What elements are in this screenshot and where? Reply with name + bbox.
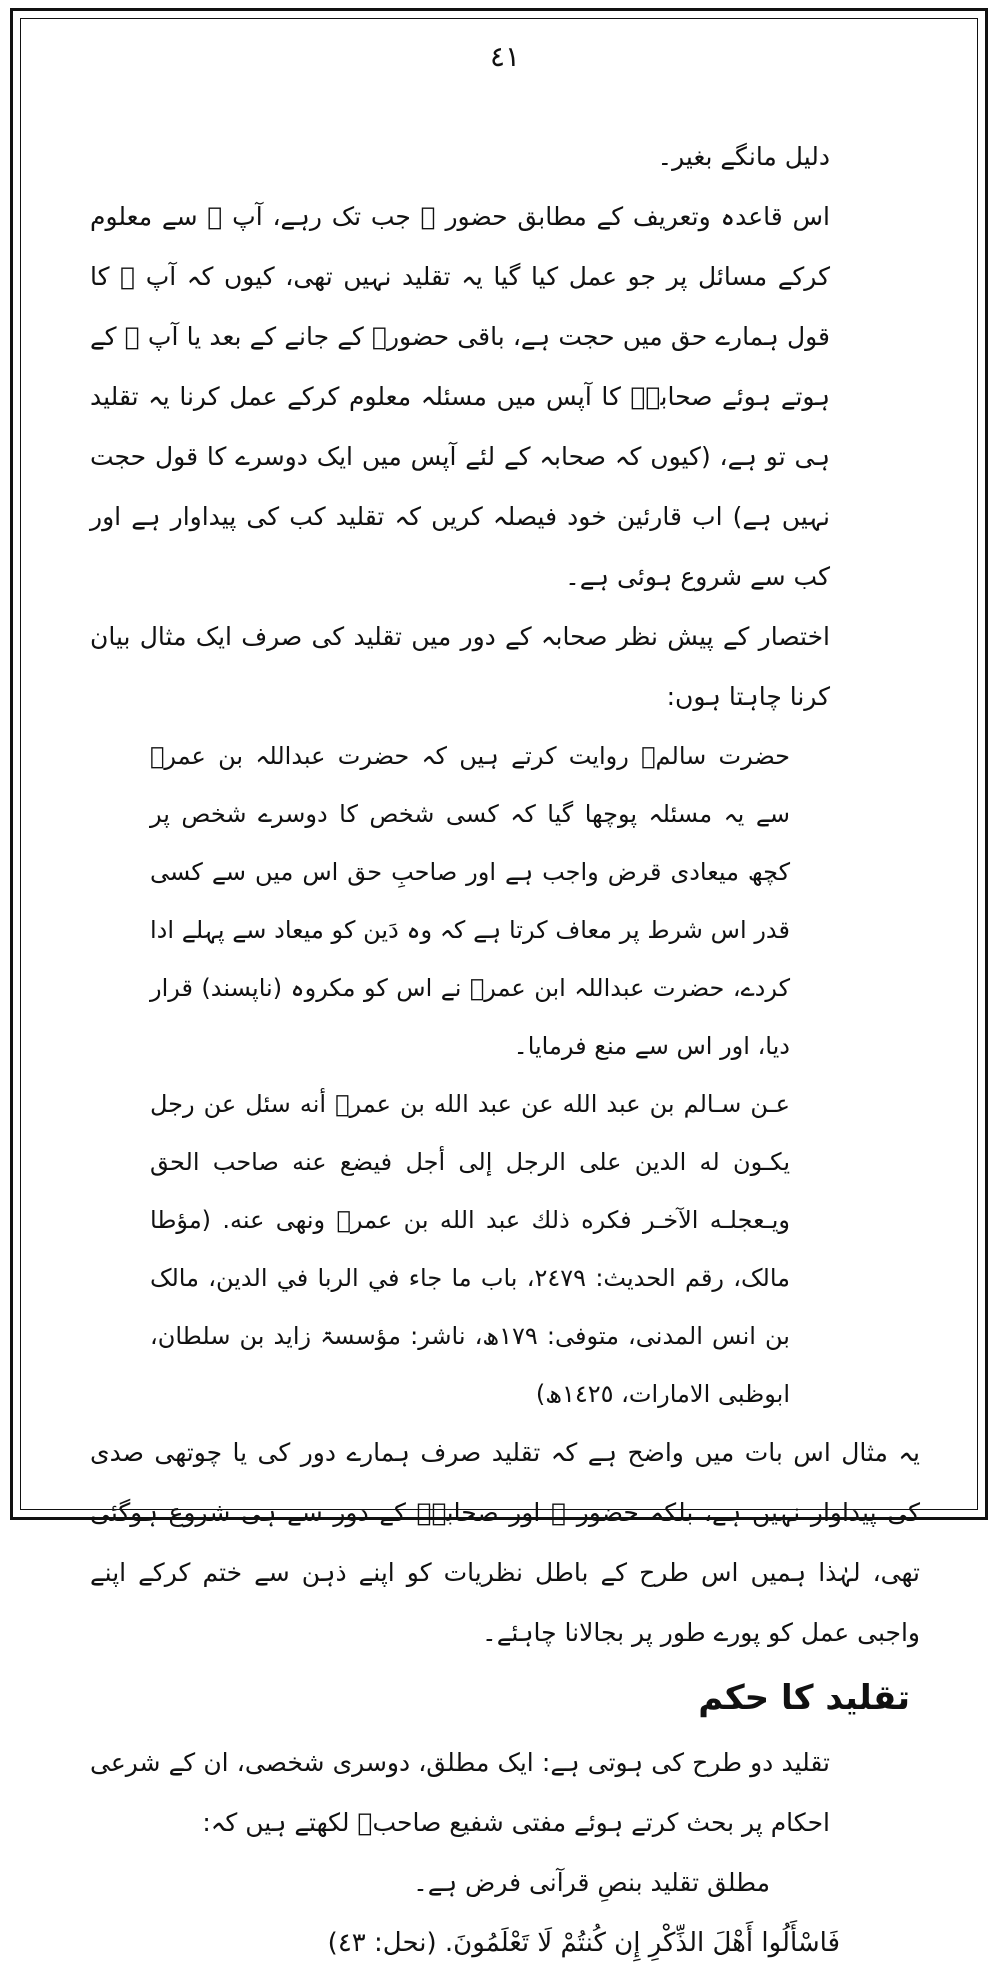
paragraph-example-intro: اختصار کے پیش نظر صحابہ کے دور میں تقلید کی صرف ایک مثال بیان کرنا چاہتا ہوں: (90, 622, 830, 711)
document-page (90, 40, 920, 1973)
quote-urdu-translation: حضرت سالمؒ روایت کرتے ہیں کہ حضرت عبداللہ بن عمرؓ سے یہ مسئلہ پوچھا گیا کہ کسی شخص کا دوسرے شخص پر کچھ میعادی قرض واجب ہے اور صاحبِ حق اس میں سے کسی قدر اس شرط پر معاف کرتا ہے کہ وہ دَین کو میعاد سے پہلے ادا کردے، حضرت عبداللہ ابن عمرؓ نے اس کو مکروہ (ناپسند) قرار دیا، اور اس سے منع فرمایا۔ (150, 742, 790, 1060)
paragraph-types-of-taqlid: تقلید دو طرح کی ہوتی ہے: ایک مطلق، دوسری شخصی، ان کے شرعی احکام پر بحث کرتے ہوئے مفتی شفیع صاحبؒ لکھتے ہیں کہ: (90, 1748, 830, 1837)
paragraph-taqlid-definition: اس قاعدہ وتعریف کے مطابق حضور ﷺ جب تک رہے، آپ ﷺ سے معلوم کرکے مسائل پر جو عمل کیا گیا یہ تقلید نہیں تھی، کیوں کہ آپ ﷺ کا قول ہمارے حق میں حجت ہے، باقی حضورؐ کے جانے کے بعد یا آپ ﷺ کے ہوتے ہوئے صحابہؓ کا آپس میں مسئلہ معلوم کرکے عمل کرنا یہ تقلید ہی تو ہے، (کیوں کہ صحابہ کے لئے آپس میں ایک دوسرے کا قول حجت نہیں ہے) اب قارئین خود فیصلہ کریں کہ تقلید کب کی پیداوار ہے اور کب سے شروع ہوئی ہے۔ (90, 202, 830, 591)
paragraph-conclusion: یہ مثال اس بات میں واضح ہے کہ تقلید صرف ہمارے دور کی یا چوتھی صدی کی پیداوار نہیں ہے، بلکہ حضور ﷺ اور صحابہؓ کے دور سے ہی شروع ہوگئی تھی، لہٰذا ہمیں اس طرح کے باطل نظریات کو اپنے ذہن سے ختم کرکے اپنے واجبی عمل کو پورے طور پر بجالانا چاہئے۔ (90, 1438, 920, 1647)
paragraph-continuation: دلیل مانگے بغیر۔ (657, 142, 830, 171)
quote-arabic-hadith: عـن سـالم بن عبد الله عن عبد الله بن عمرؓ أنه سئل عن رجل يكـون له الدين على الرجل إلى أجل فيضع عنه صاحب الحق ويـعجلـه الآخـر فكره ذلك عبد الله بن عمرؓ ونهى عنه. (مؤطا مالک، رقم الحدیث: ٢٤٧٩، باب ما جاء في الربا في الدين، مالک بن انس المدنی، متوفی: ١٧٩ھ، ناشر: مؤسسۃ زاید بن سلطان، ابوظبی الامارات، ١٤٢٥ھ) (150, 1090, 790, 1408)
paragraph-mutlaq-taqlid: مطلق تقلید بنصِ قرآنی فرض ہے۔ (413, 1868, 770, 1897)
section-heading: تقلید کا حکم (698, 1678, 910, 1718)
quran-verse: فَاسْأَلُوا أَهْلَ الذِّكْرِ إِن كُنتُمْ لَا تَعْلَمُونَ. (نحل: ٤٣) (327, 1928, 840, 1958)
page-number: ٤١ (489, 40, 521, 73)
